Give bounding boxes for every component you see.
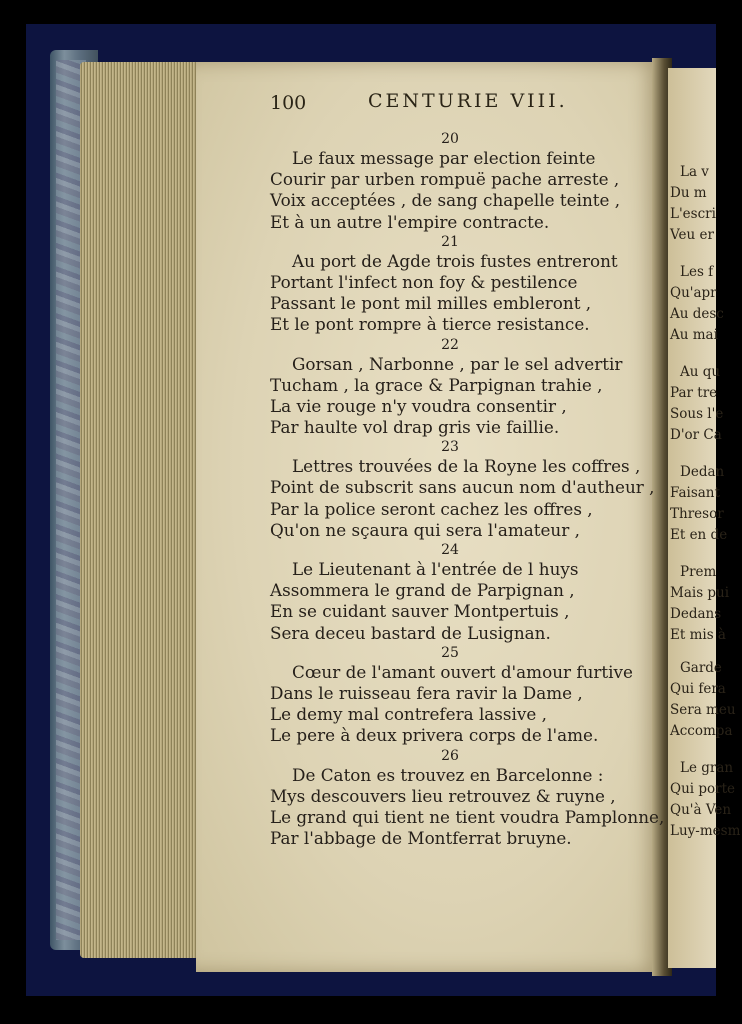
- quatrain-number: 25: [441, 644, 459, 661]
- facing-page-line: Dedan: [680, 464, 725, 480]
- verse-line: Le pere à deux privera corps de l'ame.: [270, 725, 599, 746]
- facing-page-line: Veu er: [670, 227, 714, 243]
- facing-page-line: Du m: [670, 185, 707, 201]
- verse-line: La vie rouge n'y voudra consentir ,: [270, 395, 567, 416]
- verse-line: Qu'on ne sçaura qui sera l'amateur ,: [270, 519, 580, 540]
- facing-page-line: Garde: [680, 660, 722, 676]
- verse-line: De Caton es trouvez en Barcelonne :: [292, 764, 604, 785]
- running-title: CENTURIE VIII.: [368, 90, 568, 112]
- facing-page-line: Faisant: [670, 485, 720, 501]
- verse-line: Par la police seront cachez les offres ,: [270, 498, 593, 519]
- facing-page-line: Sous l'e: [670, 406, 724, 422]
- page-edges: [80, 62, 205, 958]
- facing-page-line: Qui porte: [670, 781, 736, 797]
- facing-page-line: L'escri: [670, 206, 716, 222]
- facing-page-line: Au desc: [670, 306, 724, 322]
- verse-line: Par l'abbage de Montferrat bruyne.: [270, 828, 572, 849]
- facing-page-line: Prem: [680, 564, 717, 580]
- facing-page-line: Sera meu: [670, 702, 736, 718]
- facing-page-line: Et en de: [670, 527, 728, 543]
- verse-line: Et à un autre l'empire contracte.: [270, 211, 550, 232]
- quatrain-number: 24: [441, 542, 459, 558]
- page-number: 100: [270, 92, 307, 114]
- facing-page: [668, 68, 741, 968]
- verse-line: Assommera le grand de Parpignan ,: [270, 580, 575, 601]
- quatrain-number: 23: [441, 439, 459, 456]
- quatrain-number: 22: [441, 336, 459, 353]
- facing-page-line: La v: [680, 164, 709, 180]
- facing-page-line: Thresor: [670, 506, 724, 522]
- verse-line: Et le pont rompre à tierce resistance.: [270, 314, 590, 335]
- facing-page-line: Au mai: [670, 327, 718, 343]
- facing-page-line: Accompa: [670, 723, 733, 739]
- facing-page-line: Qui fera: [670, 681, 726, 697]
- verse-line: Le faux message par election feinte: [292, 148, 596, 168]
- facing-page-line: Au qu: [680, 364, 721, 380]
- verse-line: Par haulte vol drap gris vie faillie.: [270, 417, 560, 438]
- verse-line: Le demy mal contrefera lassive ,: [270, 704, 547, 725]
- facing-page-line: Qu'apr: [670, 285, 717, 301]
- facing-page-line: Par tre: [670, 385, 718, 401]
- verse-line: Courir par urben rompuë pache arreste ,: [270, 169, 620, 190]
- quatrain-number: 21: [441, 233, 459, 250]
- quatrain-number: 20: [441, 131, 459, 147]
- verse-line: Mys descouvers lieu retrouvez & ruyne ,: [270, 785, 616, 806]
- quatrain-number: 26: [441, 747, 459, 764]
- verse-line: Au port de Agde trois fustes entreront: [292, 250, 618, 271]
- verse-line: Le grand qui tient ne tient voudra Pamplonne,: [270, 806, 665, 827]
- verse-line: Le Lieutenant à l'entrée de l huys: [292, 559, 579, 579]
- verse-line: Portant l'infect non foy & pestilence: [270, 271, 578, 292]
- facing-page-line: Et mis à: [670, 627, 726, 643]
- verse-line: Cœur de l'amant ouvert d'amour furtive: [292, 661, 633, 682]
- facing-page-line: Luy-mesm: [670, 823, 741, 839]
- facing-page-line: Le gran: [680, 760, 734, 776]
- verse-line: Point de subscrit sans aucun nom d'autheur ,: [270, 477, 655, 498]
- quatrain-list: [270, 130, 665, 849]
- facing-page-line: D'or Ca: [670, 427, 722, 443]
- verse-line: Passant le pont mil milles embleront ,: [270, 293, 592, 314]
- verse-line: Gorsan , Narbonne , par le sel advertir: [292, 353, 623, 374]
- verse-line: En se cuidant sauver Montpertuis ,: [270, 601, 570, 622]
- facing-page-line: Mais pui: [670, 585, 730, 601]
- facing-page-line: Dedans: [670, 606, 722, 622]
- verse-line: Lettres trouvées de la Royne les coffres ,: [292, 456, 641, 477]
- verse-line: Voix acceptées , de sang chapelle teinte ,: [270, 190, 621, 211]
- facing-page-line: Les f: [680, 264, 714, 280]
- verse-line: Sera deceu bastard de Lusignan.: [270, 622, 551, 643]
- verse-line: Dans le ruisseau fera ravir la Dame ,: [270, 682, 583, 703]
- verse-line: Tucham , la grace & Parpignan trahie ,: [270, 374, 603, 395]
- facing-page-line: Qu'à Ven: [670, 802, 732, 818]
